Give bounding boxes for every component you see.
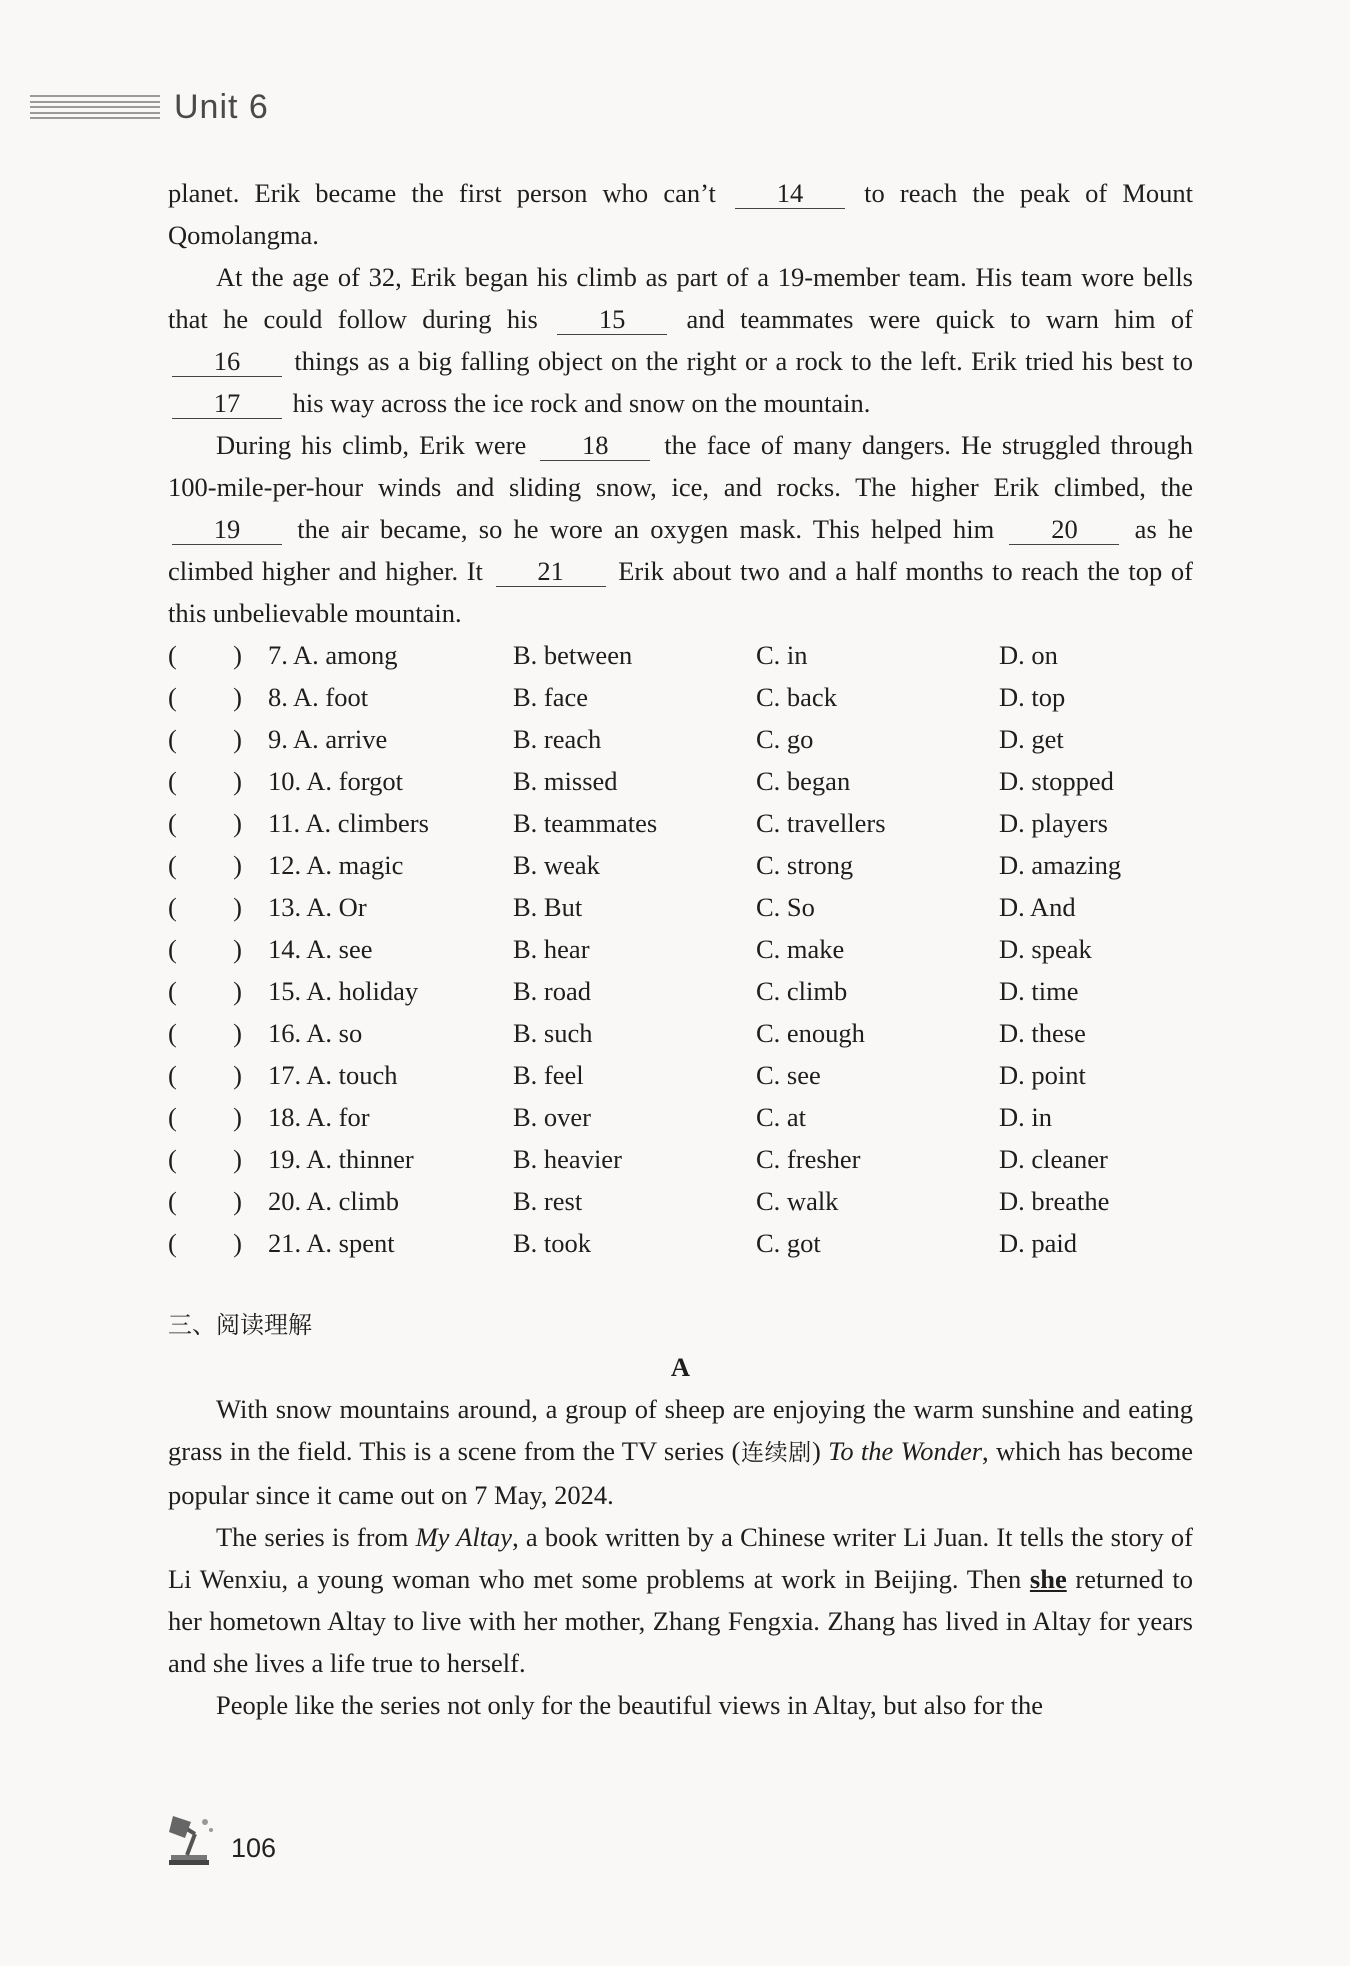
bracket-close: ) [233,640,242,670]
bracket-open: ( [168,1018,177,1048]
option-d: D. breathe [999,1186,1110,1216]
text-run: At the age of 32, Erik began his climb as part of a 19-member team. His team wore bells that he could follow during his [168,262,1193,334]
underlined-word: she [1029,1564,1067,1594]
option-q: 10. A. forgot [268,766,403,796]
passage-letter: A [670,1352,691,1382]
bracket-open: ( [168,724,177,754]
section-title: 三、阅读理解 [168,1311,312,1339]
text-run: and teammates were quick to warn him of [671,304,1193,334]
option-q: 12. A. magic [268,850,404,880]
bracket-close: ) [233,892,242,922]
option-row [168,844,1193,886]
option-d: D. time [999,976,1079,1006]
text-run: During his climb, Erik were [216,430,537,460]
option-row [168,1054,1193,1096]
option-c: C. So [756,892,815,922]
blank-16: 16 [172,346,282,377]
option-row [168,1012,1193,1054]
option-b: B. road [513,976,592,1006]
bracket-open: ( [168,682,177,712]
option-b: B. feel [513,1060,584,1090]
option-d: D. stopped [999,766,1114,796]
bracket-open: ( [168,766,177,796]
page-number: 106 [231,1833,277,1863]
reading-paragraph-3 [168,1684,1193,1726]
option-q: 13. A. Or [268,892,367,922]
option-c: C. began [756,766,851,796]
bracket-close: ) [233,808,242,838]
option-c: C. got [756,1228,821,1258]
bracket-open: ( [168,892,177,922]
blank-18: 18 [540,430,650,461]
bracket-close: ) [233,1018,242,1048]
option-q: 18. A. for [268,1102,370,1132]
text-run: Erik about two and a half months to reach the top of this unbelievable mountain. [168,556,1194,628]
text-run: With snow mountains around, a group of sheep are enjoying the warm sunshine and eating grass in the field. This is a scene from the TV series ( [168,1394,1193,1466]
text-run: , which has become popular since it came out on 7 May, 2024. [168,1436,1193,1510]
bracket-open: ( [168,1102,177,1132]
bracket-close: ) [233,1102,242,1132]
option-d: D. these [999,1018,1086,1048]
option-d: D. And [999,892,1076,922]
option-b: B. rest [513,1186,583,1216]
book-title: My Altay [415,1522,513,1552]
answer-bracket[interactable] [168,1012,242,1054]
answer-bracket[interactable] [168,928,242,970]
bracket-open: ( [168,1186,177,1216]
option-row [168,1138,1193,1180]
cloze-paragraph-1 [168,172,1193,256]
bracket-open: ( [168,1144,177,1174]
text-run: returned to her hometown Altay to live with her mother, Zhang Fengxia. Zhang has lived in Altay for years and she lives a life true to herself. [168,1564,1193,1678]
main-content [168,172,1193,1726]
bracket-open: ( [168,808,177,838]
text-run: as he climbed higher and higher. It [168,514,1193,586]
bracket-close: ) [233,1186,242,1216]
bracket-close: ) [233,934,242,964]
bracket-open: ( [168,1228,177,1258]
option-c: C. back [756,682,837,712]
answer-bracket[interactable] [168,1138,242,1180]
option-q: 21. A. spent [268,1228,395,1258]
answer-bracket[interactable] [168,1222,242,1264]
bracket-close: ) [233,682,242,712]
option-row [168,802,1193,844]
option-row [168,1222,1193,1264]
option-d: D. top [999,682,1066,712]
option-row [168,886,1193,928]
option-row [168,970,1193,1012]
option-row [168,676,1193,718]
cloze-paragraph-2 [168,256,1193,424]
bracket-close: ) [233,1228,242,1258]
blank-19: 19 [172,514,282,545]
option-d: D. cleaner [999,1144,1108,1174]
option-q: 7. A. among [268,640,398,670]
option-d: D. on [999,640,1058,670]
answer-bracket[interactable] [168,1096,242,1138]
option-d: D. players [999,808,1108,838]
option-b: B. missed [513,766,618,796]
option-d: D. amazing [999,850,1122,880]
desk-lamp-icon [165,1812,227,1868]
option-d: D. in [999,1102,1052,1132]
option-c: C. travellers [756,808,886,838]
answer-bracket[interactable] [168,718,242,760]
cloze-paragraph-3 [168,424,1193,634]
bracket-open: ( [168,934,177,964]
option-d: D. paid [999,1228,1078,1258]
option-c: C. go [756,724,814,754]
option-b: B. hear [513,934,590,964]
option-b: B. over [513,1102,592,1132]
option-d: D. speak [999,934,1092,964]
option-b: B. reach [513,724,602,754]
text-run: the air became, so he wore an oxygen mask. This helped him [286,514,1006,544]
option-c: C. strong [756,850,854,880]
answer-bracket[interactable] [168,760,242,802]
blank-14: 14 [735,178,845,209]
text-run: planet. Erik became the first person who can’t [168,178,731,208]
option-c: C. see [756,1060,821,1090]
text-run: the face of many dangers. He struggled through 100-mile-per-hour winds and sliding snow, ice, and rocks. The higher Erik climbed, the [168,430,1193,502]
option-c: C. make [756,934,845,964]
bracket-close: ) [233,1060,242,1090]
option-q: 16. A. so [268,1018,363,1048]
option-row [168,928,1193,970]
options-list [168,634,1193,1264]
option-q: 20. A. climb [268,1186,400,1216]
answer-bracket[interactable] [168,634,242,676]
option-q: 17. A. touch [268,1060,398,1090]
option-q: 9. A. arrive [268,724,388,754]
bracket-open: ( [168,640,177,670]
answer-bracket[interactable] [168,1180,242,1222]
option-d: D. get [999,724,1064,754]
option-c: C. at [756,1102,807,1132]
chinese-gloss: 连续剧 [740,1440,812,1466]
bracket-open: ( [168,850,177,880]
option-b: B. took [513,1228,592,1258]
option-c: C. fresher [756,1144,861,1174]
option-c: C. climb [756,976,848,1006]
bracket-close: ) [233,850,242,880]
option-row [168,718,1193,760]
answer-bracket[interactable] [168,844,242,886]
option-row [168,1096,1193,1138]
answer-bracket[interactable] [168,970,242,1012]
blank-15: 15 [557,304,667,335]
answer-bracket[interactable] [168,676,242,718]
option-c: C. in [756,640,808,670]
bracket-close: ) [233,1144,242,1174]
text-run: , a book written by a Chinese writer Li Juan. It tells the story of Li Wenxiu, a young woman who met some problems at work in Beijing. Then [168,1522,1193,1594]
bracket-open: ( [168,1060,177,1090]
answer-bracket[interactable] [168,1054,242,1096]
option-b: B. But [513,892,583,922]
option-row [168,634,1193,676]
reading-paragraph-2 [168,1516,1193,1684]
text-run: People like the series not only for the beautiful views in Altay, but also for the [216,1690,1043,1720]
blank-20: 20 [1009,514,1119,545]
answer-bracket[interactable] [168,886,242,928]
option-c: C. enough [756,1018,865,1048]
bracket-close: ) [233,976,242,1006]
option-q: 8. A. foot [268,682,369,712]
option-b: B. teammates [513,808,658,838]
option-c: C. walk [756,1186,839,1216]
option-row [168,760,1193,802]
bracket-close: ) [233,724,242,754]
unit-title: Unit 6 [174,87,269,126]
blank-21: 21 [496,556,606,587]
option-b: B. face [513,682,589,712]
answer-bracket[interactable] [168,802,242,844]
option-b: B. between [513,640,633,670]
text-run: things as a big falling object on the right or a rock to the left. Erik tried his best to [286,346,1193,376]
series-title: To the Wonder [828,1436,983,1466]
option-b: B. weak [513,850,600,880]
header-decoration [30,95,160,119]
text-run: to reach the peak of Mount Qomolangma. [168,178,1194,250]
option-q: 11. A. climbers [268,808,429,838]
option-q: 14. A. see [268,934,373,964]
reading-paragraph-1 [168,1388,1193,1516]
blank-17: 17 [172,388,282,419]
option-b: B. such [513,1018,593,1048]
page-footer [165,1812,276,1868]
unit-header [30,82,269,132]
bracket-close: ) [233,766,242,796]
bracket-open: ( [168,976,177,1006]
option-d: D. point [999,1060,1086,1090]
option-row [168,1180,1193,1222]
text-run: ) [811,1436,829,1466]
text-run: The series is from [216,1522,416,1552]
text-run: his way across the ice rock and snow on the mountain. [286,388,871,418]
option-q: 19. A. thinner [268,1144,414,1174]
option-b: B. heavier [513,1144,622,1174]
option-q: 15. A. holiday [268,976,419,1006]
